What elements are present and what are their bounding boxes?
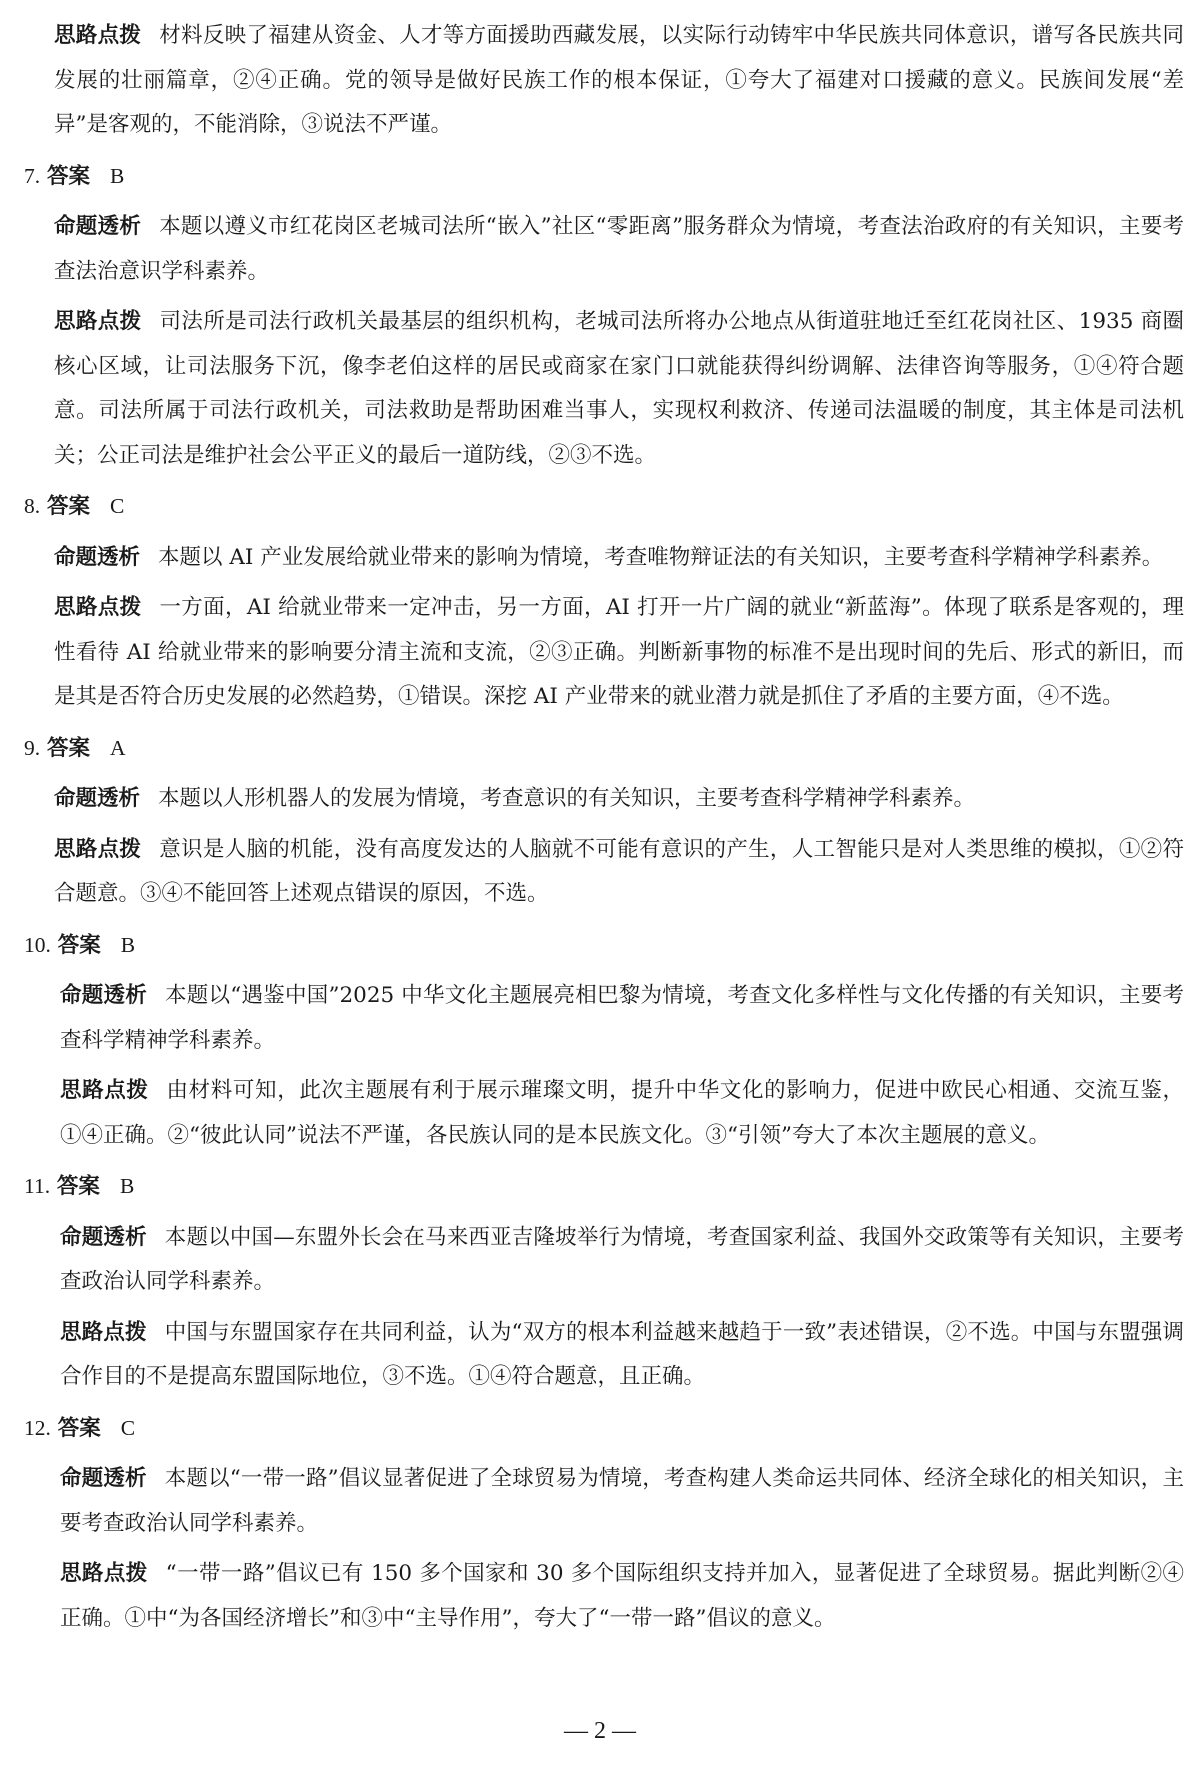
- hint-paragraph: [60, 1552, 1184, 1641]
- question-header: [24, 1164, 1184, 1210]
- answer-label: 答案: [57, 1415, 101, 1441]
- question-body: [24, 974, 1184, 1158]
- hint-label: 思路点拨: [60, 1561, 148, 1586]
- answer-value: B: [119, 1174, 135, 1198]
- hint-paragraph: [60, 1069, 1184, 1158]
- question-header: [24, 923, 1184, 969]
- question-8: [24, 484, 1184, 720]
- answer-value: C: [109, 494, 125, 518]
- intro-hint-paragraph: [54, 14, 1184, 148]
- hint-label: 思路点拨: [60, 1078, 149, 1103]
- question-body: [24, 1216, 1184, 1400]
- answer-label: 答案: [46, 494, 90, 519]
- analysis-label: 命题透析: [60, 1466, 147, 1491]
- hint-label: 思路点拨: [54, 23, 142, 48]
- analysis-text: 本题以 AI 产业发展给就业带来的影响为情境，考查唯物辩证法的有关知识，主要考查科学精神学科素养。: [158, 544, 1164, 570]
- question-body: [24, 205, 1184, 478]
- analysis-paragraph: [60, 1216, 1184, 1305]
- answer-value: B: [120, 932, 136, 957]
- question-body: [24, 1457, 1184, 1641]
- intro-block: [24, 14, 1184, 148]
- hint-text: 司法所是司法行政机关最基层的组织机构，老城司法所将办公地点从街道驻地迁至红花岗社区、1935 商圈核心区域，让司法服务下沉，像李老伯这样的居民或商家在家门口就能获得纠纷调解、法律咨询等服务，①④符合题意。司法所属于司法行政机关，司法救助是帮助困难当事人，实现权利救济、传递司法温暖的制度，其主体是司法机关；公正司法是维护社会公平正义的最后一道防线，②③不选。: [54, 309, 1184, 468]
- answer-label: 答案: [46, 735, 90, 761]
- analysis-text: 本题以遵义市红花岗区老城司法所“嵌入”社区“零距离”服务群众为情境，考查法治政府的有关知识，主要考查法治意识学科素养。: [54, 214, 1184, 284]
- answer-key-page: [24, 14, 1184, 1647]
- question-number: 11.: [24, 1174, 51, 1198]
- analysis-paragraph: [54, 777, 1184, 822]
- hint-paragraph: [54, 300, 1184, 478]
- question-9: [24, 726, 1184, 917]
- hint-label: 思路点拨: [54, 309, 142, 334]
- hint-label: 思路点拨: [60, 1319, 147, 1345]
- analysis-paragraph: [54, 205, 1184, 294]
- analysis-text: 本题以“遇鉴中国”2025 中华文化主题展亮相巴黎为情境，考查文化多样性与文化传播的有关知识，主要考查科学精神学科素养。: [60, 983, 1184, 1053]
- question-header: [24, 1406, 1184, 1452]
- question-header: [24, 154, 1184, 200]
- hint-label: 思路点拨: [54, 595, 142, 620]
- hint-text: “一带一路”倡议已有 150 多个国家和 30 多个国际组织支持并加入，显著促进了全球贸易。据此判断②④正确。①中“为各国经济增长”和③中“主导作用”，夸大了“一带一路”倡议的意义。: [60, 1561, 1184, 1631]
- question-body: [24, 777, 1184, 917]
- analysis-text: 本题以“一带一路”倡议显著促进了全球贸易为情境，考查构建人类命运共同体、经济全球化的相关知识，主要考查政治认同学科素养。: [60, 1466, 1184, 1536]
- question-11: [24, 1164, 1184, 1400]
- answer-value: A: [109, 735, 126, 760]
- analysis-label: 命题透析: [54, 214, 142, 239]
- hint-text: 中国与东盟国家存在共同利益，认为“双方的根本利益越来越趋于一致”表述错误，②不选。中国与东盟强调合作目的不是提高东盟国际地位，③不选。①④符合题意，且正确。: [60, 1319, 1184, 1389]
- question-header: [24, 484, 1184, 530]
- answer-label: 答案: [46, 163, 90, 189]
- hint-text: 意识是人脑的机能，没有高度发达的人脑就不可能有意识的产生，人工智能只是对人类思维的模拟，①②符合题意。③④不能回答上述观点错误的原因，不选。: [54, 836, 1184, 906]
- question-number: 9.: [24, 735, 41, 760]
- hint-text: 由材料可知，此次主题展有利于展示璀璨文明，提升中华文化的影响力，促进中欧民心相通、交流互鉴，①④正确。②“彼此认同”说法不严谨，各民族认同的是本民族文化。③“引领”夸大了本次主题展的意义。: [60, 1078, 1184, 1148]
- question-number: 10.: [24, 932, 51, 957]
- analysis-label: 命题透析: [54, 786, 141, 811]
- hint-paragraph: [60, 1311, 1184, 1400]
- hint-paragraph: [54, 828, 1184, 917]
- question-body: [24, 536, 1184, 720]
- analysis-text: 本题以中国—东盟外长会在马来西亚吉隆坡举行为情境，考查国家利益、我国外交政策等有关知识，主要考查政治认同学科素养。: [60, 1224, 1184, 1294]
- analysis-text: 本题以人形机器人的发展为情境，考查意识的有关知识，主要考查科学精神学科素养。: [158, 786, 976, 811]
- question-header: [24, 726, 1184, 772]
- analysis-label: 命题透析: [60, 1224, 147, 1250]
- analysis-paragraph: [60, 1457, 1184, 1546]
- question-10: [24, 923, 1184, 1159]
- hint-paragraph: [54, 586, 1184, 720]
- question-12: [24, 1406, 1184, 1642]
- question-number: 12.: [24, 1415, 51, 1440]
- question-number: 8.: [24, 494, 41, 518]
- analysis-label: 命题透析: [54, 544, 141, 570]
- analysis-label: 命题透析: [60, 983, 147, 1008]
- answer-value: B: [109, 163, 125, 188]
- analysis-paragraph: [54, 536, 1184, 581]
- question-number: 7.: [24, 163, 41, 188]
- answer-label: 答案: [57, 932, 101, 958]
- page-number: — 2 —: [564, 1718, 636, 1744]
- question-7: [24, 154, 1184, 479]
- answer-label: 答案: [56, 1174, 100, 1199]
- hint-label: 思路点拨: [54, 836, 142, 862]
- analysis-paragraph: [60, 974, 1184, 1063]
- answer-value: C: [120, 1415, 136, 1440]
- hint-text: 一方面，AI 给就业带来一定冲击，另一方面，AI 打开一片广阔的就业“新蓝海”。体现了联系是客观的，理性看待 AI 给就业带来的影响要分清主流和支流，②③正确。判断新事物的标准不是出现时间的先后、形式的新旧，而是其是否符合历史发展的必然趋势，①错误。深挖 AI 产业带来的就业潜力就是抓住了矛盾的主要方面，④不选。: [54, 595, 1184, 709]
- hint-text: 材料反映了福建从资金、人才等方面援助西藏发展，以实际行动铸牢中华民族共同体意识，谱写各民族共同发展的壮丽篇章，②④正确。党的领导是做好民族工作的根本保证，①夸大了福建对口援藏的意义。民族间发展“差异”是客观的，不能消除，③说法不严谨。: [54, 23, 1184, 137]
